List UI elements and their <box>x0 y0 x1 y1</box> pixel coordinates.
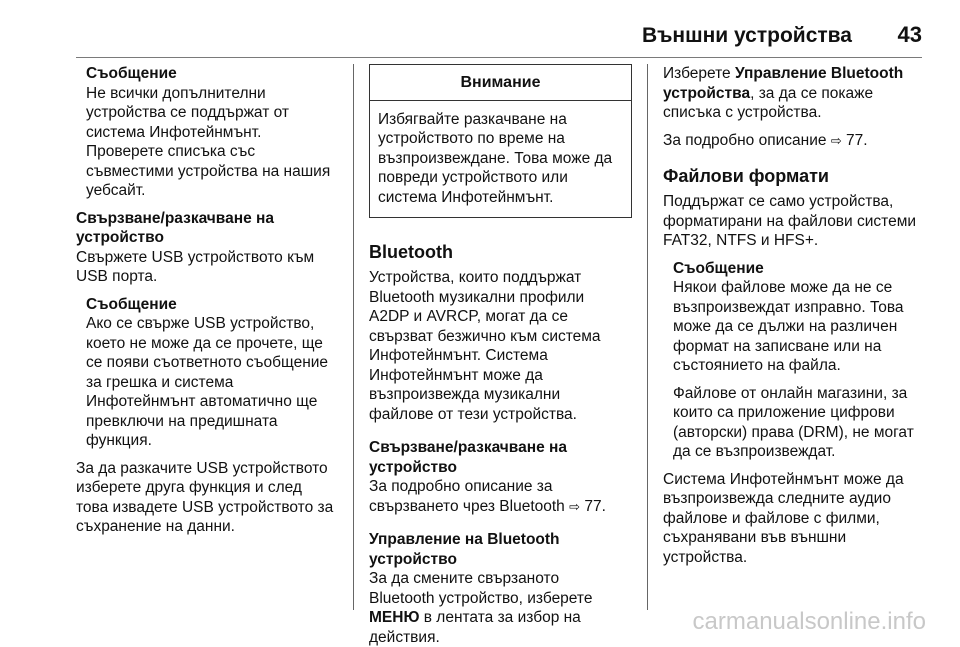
menu-label: Управление Bluetooth <box>735 65 903 82</box>
warning-line: Избягвайте разкачване на <box>378 110 625 130</box>
page-reference-arrow-icon: ⇨ <box>831 133 842 148</box>
page-reference-arrow-icon: ⇨ <box>569 499 580 514</box>
body-line: FAT32, NTFS и HFS+. <box>663 231 925 251</box>
body-line <box>663 131 925 151</box>
note-file-playback <box>663 259 925 462</box>
note-line: което не може да се прочете, ще <box>86 334 346 354</box>
note-line: Някои файлове може да не се <box>673 278 925 298</box>
body-line: Инфотейнмънт. Система <box>369 346 632 366</box>
note-line: за грешка и система <box>86 373 346 393</box>
body-line: съхранение на данни. <box>76 517 346 537</box>
warning-body <box>370 101 631 218</box>
body-line: USB порта. <box>76 267 346 287</box>
note-line: се появи съответното съобщение <box>86 353 346 373</box>
body-line <box>663 84 925 104</box>
note-line: Файлове от онлайн магазини, за <box>673 384 925 404</box>
body-line <box>663 64 925 84</box>
column-divider-right <box>647 64 648 610</box>
note-title: Съобщение <box>86 64 346 84</box>
warning-line: устройството по време на <box>378 129 625 149</box>
section-heading: устройство <box>369 458 632 478</box>
note-line: Не всички допълнителни <box>86 84 346 104</box>
body-line: За да смените свързаното <box>369 569 632 589</box>
section-heading-file-formats: Файлови формати <box>663 164 925 188</box>
body-line: Bluetooth музикални профили <box>369 288 632 308</box>
body-text: в лентата за избор на <box>419 609 580 626</box>
body-text: За подробно описание <box>663 132 827 149</box>
body-line: форматирани на файлови системи <box>663 212 925 232</box>
note-title: Съобщение <box>673 259 925 279</box>
body-line: A2DP и AVRCP, могат да се <box>369 307 632 327</box>
note-line: система Инфотейнмънт. <box>86 123 346 143</box>
page-title: Външни устройства <box>642 23 852 49</box>
note-line: формат на записване или на <box>673 337 925 357</box>
note-line: Инфотейнмънт автоматично ще <box>86 392 346 412</box>
body-line: Поддържат се само устройства, <box>663 192 925 212</box>
section-heading-bluetooth: Bluetooth <box>369 240 632 264</box>
note-line: възпроизвеждат изправно. Това <box>673 298 925 318</box>
note-title: Съобщение <box>86 295 346 315</box>
note-line: Ако се свърже USB устройство, <box>86 314 346 334</box>
note-line: устройства се поддържат от <box>86 103 346 123</box>
section-heading: устройство <box>76 228 346 248</box>
header-rule <box>76 57 922 58</box>
note-unreadable-device <box>76 295 346 451</box>
body-text: Изберете <box>663 65 735 82</box>
note-compatibility <box>76 64 346 201</box>
warning-line: система Инфотейнмънт. <box>378 188 625 208</box>
body-line: Инфотейнмънт може да <box>369 366 632 386</box>
note-line: съвместими устройства на нашия <box>86 162 346 182</box>
column-divider-left <box>353 64 354 610</box>
body-line <box>369 497 632 517</box>
body-line: възпроизвежда следните аудио <box>663 489 925 509</box>
body-line <box>369 608 632 628</box>
body-line: това извадете USB устройството за <box>76 498 346 518</box>
warning-title: Внимание <box>370 65 631 101</box>
section-heading: Свързване/разкачване на <box>76 209 346 229</box>
note-line: може да се дължи на различен <box>673 317 925 337</box>
note-line: функция. <box>86 431 346 451</box>
note-line: превключи на предишната <box>86 412 346 432</box>
body-line: устройства. <box>663 548 925 568</box>
section-heading: Свързване/разкачване на <box>369 438 632 458</box>
menu-label: устройства <box>663 85 750 102</box>
body-line: Устройства, които поддържат <box>369 268 632 288</box>
body-line: файлове от тези устройства. <box>369 405 632 425</box>
note-line: уебсайт. <box>86 181 346 201</box>
body-text: , за да се покаже <box>750 85 873 102</box>
body-line: съхранявани във външни <box>663 528 925 548</box>
middle-column <box>369 64 632 647</box>
left-column <box>76 64 346 537</box>
body-line: Bluetooth устройство, изберете <box>369 589 632 609</box>
body-line: За да разкачите USB устройството <box>76 459 346 479</box>
body-line: Свържете USB устройството към <box>76 248 346 268</box>
body-line: файлове и файлове с филми, <box>663 509 925 529</box>
watermark-text: carmanualsonline.info <box>693 608 926 636</box>
menu-label: МЕНЮ <box>369 609 419 626</box>
warning-line: възпроизвеждане. Това може да <box>378 149 625 169</box>
warning-box <box>369 64 632 218</box>
body-line: свързват безжично към система <box>369 327 632 347</box>
section-heading: устройство <box>369 550 632 570</box>
body-line: списъка с устройства. <box>663 103 925 123</box>
right-column <box>663 64 925 567</box>
page-reference: 77. <box>584 498 606 515</box>
note-line: състоянието на файла. <box>673 356 925 376</box>
note-line: да се възпроизвеждат. <box>673 442 925 462</box>
note-line: Проверете списъка със <box>86 142 346 162</box>
note-line: които са приложение цифрови <box>673 403 925 423</box>
body-line: изберете друга функция и след <box>76 478 346 498</box>
body-line: действия. <box>369 628 632 647</box>
body-line: За подробно описание за <box>369 477 632 497</box>
page-number: 43 <box>898 22 922 48</box>
section-heading: Управление на Bluetooth <box>369 530 632 550</box>
body-text: свързването чрез Bluetooth <box>369 498 565 515</box>
warning-line: повреди устройството или <box>378 168 625 188</box>
body-line: Система Инфотейнмънт може да <box>663 470 925 490</box>
page-reference: 77. <box>846 132 868 149</box>
body-line: възпроизвежда музикални <box>369 385 632 405</box>
note-line: (авторски) права (DRM), не могат <box>673 423 925 443</box>
